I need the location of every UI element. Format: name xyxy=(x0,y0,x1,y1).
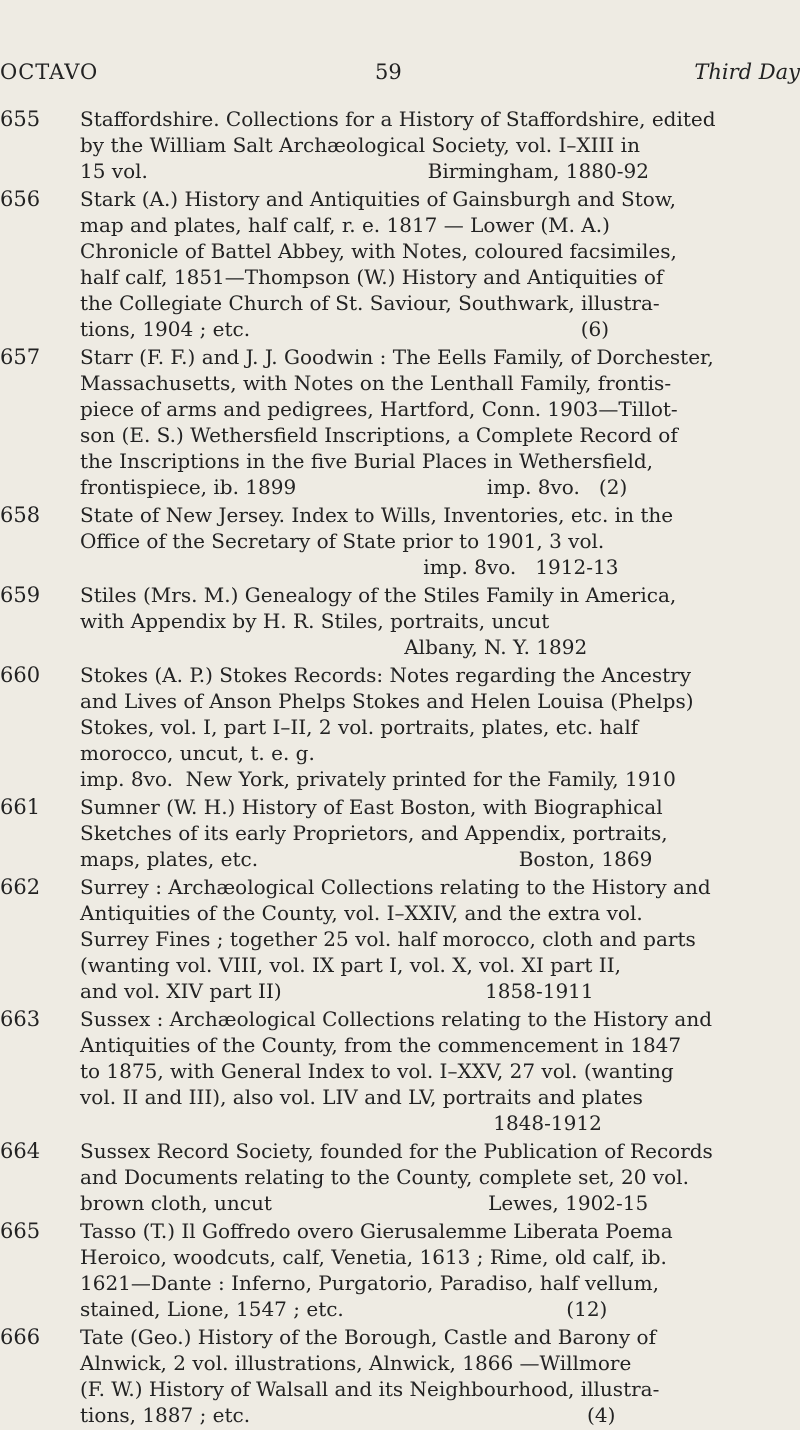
lot-description-line: Stokes, vol. I, part I–II, 2 vol. portraits, plates, etc. half xyxy=(80,715,639,739)
lot-description xyxy=(80,1138,770,1216)
lot-description-line: Albany, N. Y. 1892 xyxy=(80,635,588,659)
lot-number: 664 xyxy=(0,1139,41,1163)
lot-description-line: Surrey Fines ; together 25 vol. half morocco, cloth and parts xyxy=(80,927,696,951)
catalogue-lot xyxy=(0,344,800,500)
catalogue-lot xyxy=(0,106,800,184)
lot-description-line: Sketches of its early Proprietors, and Appendix, portraits, xyxy=(80,821,668,845)
lot-number: 666 xyxy=(0,1325,41,1349)
lot-number: 655 xyxy=(0,107,41,131)
lot-description xyxy=(80,186,770,342)
lot-description-line: half calf, 1851—Thompson (W.) History and Antiquities of xyxy=(80,265,664,289)
lot-description xyxy=(80,794,770,872)
lot-description xyxy=(80,106,770,184)
catalogue-lot xyxy=(0,794,800,872)
lot-description-line: the Inscriptions in the five Burial Places in Wethersfield, xyxy=(80,449,654,473)
lot-description-line: Massachusetts, with Notes on the Lenthall Family, frontis- xyxy=(80,371,672,395)
lot-description-line: 15 vol. Birmingham, 1880-92 xyxy=(80,159,649,183)
lot-description-line: Tate (Geo.) History of the Borough, Castle and Barony of xyxy=(80,1325,656,1349)
lot-number: 659 xyxy=(0,583,41,607)
lot-description-line: Sussex Record Society, founded for the Publication of Records xyxy=(80,1139,713,1163)
lot-number: 661 xyxy=(0,795,41,819)
lot-number: 658 xyxy=(0,503,41,527)
lot-description xyxy=(80,502,770,580)
lot-number: 660 xyxy=(0,663,41,687)
catalogue-lot xyxy=(0,1138,800,1216)
page-header xyxy=(0,60,800,100)
catalogue-lot xyxy=(0,1324,800,1428)
lot-description-line: maps, plates, etc. Boston, 1869 xyxy=(80,847,653,871)
lot-description-line: Sussex : Archæological Collections relating to the History and xyxy=(80,1007,713,1031)
lot-description-line: the Collegiate Church of St. Saviour, Southwark, illustra- xyxy=(80,291,660,315)
header-day: Third Day xyxy=(694,60,800,84)
lot-description-line: Office of the Secretary of State prior to 1901, 3 vol. xyxy=(80,529,605,553)
lot-description xyxy=(80,1324,770,1428)
lot-description xyxy=(80,582,770,660)
page-number: 59 xyxy=(375,60,402,84)
lot-description-line: Antiquities of the County, vol. I–XXIV, and the extra vol. xyxy=(80,901,643,925)
lot-description-line: 1848-1912 xyxy=(80,1111,602,1135)
lot-description-line: tions, 1887 ; etc. (4) xyxy=(80,1403,616,1427)
catalogue-lot xyxy=(0,1218,800,1322)
lot-description-line: tions, 1904 ; etc. (6) xyxy=(80,317,610,341)
lot-description xyxy=(80,1006,770,1136)
lot-description-line: State of New Jersey. Index to Wills, Inventories, etc. in the xyxy=(80,503,674,527)
lot-description-line: and Documents relating to the County, complete set, 20 vol. xyxy=(80,1165,689,1189)
lot-description-line: 1621—Dante : Inferno, Purgatorio, Paradiso, half vellum, xyxy=(80,1271,659,1295)
header-format: OCTAVO xyxy=(0,60,99,84)
lot-number: 665 xyxy=(0,1219,41,1243)
catalogue-lot xyxy=(0,662,800,792)
catalogue-lot xyxy=(0,874,800,1004)
lot-description-line: imp. 8vo. New York, privately printed for the Family, 1910 xyxy=(80,767,676,791)
catalogue-lot xyxy=(0,1006,800,1136)
catalogue-lot xyxy=(0,186,800,342)
lot-description-line: map and plates, half calf, r. e. 1817 — Lower (M. A.) xyxy=(80,213,610,237)
lot-description-line: Tasso (T.) Il Goffredo overo Gierusalemme Liberata Poema xyxy=(80,1219,673,1243)
lot-number: 662 xyxy=(0,875,41,899)
lot-number: 657 xyxy=(0,345,41,369)
lot-description-line: Staffordshire. Collections for a History of Staffordshire, edited xyxy=(80,107,716,131)
lot-description-line: and Lives of Anson Phelps Stokes and Helen Louisa (Phelps) xyxy=(80,689,694,713)
lot-description xyxy=(80,344,770,500)
lot-description-line: frontispiece, ib. 1899 imp. 8vo. (2) xyxy=(80,475,628,499)
lot-description-line: vol. II and III), also vol. LIV and LV, portraits and plates xyxy=(80,1085,643,1109)
lot-description-line: Surrey : Archæological Collections relating to the History and xyxy=(80,875,711,899)
lot-description-line: by the William Salt Archæological Society, vol. I–XIII in xyxy=(80,133,640,157)
lot-number: 656 xyxy=(0,187,41,211)
lot-description xyxy=(80,662,770,792)
lot-description-line: Alnwick, 2 vol. illustrations, Alnwick, 1866 —Willmore xyxy=(80,1351,632,1375)
catalogue-lot xyxy=(0,502,800,580)
lot-description-line: Stark (A.) History and Antiquities of Gainsburgh and Stow, xyxy=(80,187,676,211)
lot-number: 663 xyxy=(0,1007,41,1031)
lot-description-line: stained, Lione, 1547 ; etc. (12) xyxy=(80,1297,608,1321)
lot-description-line: piece of arms and pedigrees, Hartford, Conn. 1903—Tillot- xyxy=(80,397,678,421)
lot-description-line: Stokes (A. P.) Stokes Records: Notes regarding the Ancestry xyxy=(80,663,692,687)
lot-description xyxy=(80,1218,770,1322)
lot-description-line: Chronicle of Battel Abbey, with Notes, coloured facsimiles, xyxy=(80,239,677,263)
lot-description xyxy=(80,874,770,1004)
lot-description-line: brown cloth, uncut Lewes, 1902-15 xyxy=(80,1191,649,1215)
lot-description-line: imp. 8vo. 1912-13 xyxy=(80,555,619,579)
lot-description-line: Heroico, woodcuts, calf, Venetia, 1613 ; Rime, old calf, ib. xyxy=(80,1245,667,1269)
lot-description-line: (wanting vol. VIII, vol. IX part I, vol. X, vol. XI part II, xyxy=(80,953,621,977)
lot-description-line: morocco, uncut, t. e. g. xyxy=(80,741,315,765)
lot-description-line: with Appendix by H. R. Stiles, portraits, uncut xyxy=(80,609,550,633)
lot-description-line: (F. W.) History of Walsall and its Neighbourhood, illustra- xyxy=(80,1377,660,1401)
catalogue-lot xyxy=(0,582,800,660)
lot-list xyxy=(0,106,800,1430)
lot-description-line: son (E. S.) Wethersfield Inscriptions, a Complete Record of xyxy=(80,423,678,447)
lot-description-line: and vol. XIV part II) 1858-1911 xyxy=(80,979,594,1003)
lot-description-line: to 1875, with General Index to vol. I–XXV, 27 vol. (wanting xyxy=(80,1059,674,1083)
lot-description-line: Sumner (W. H.) History of East Boston, with Biographical xyxy=(80,795,663,819)
lot-description-line: Stiles (Mrs. M.) Genealogy of the Stiles Family in America, xyxy=(80,583,677,607)
lot-description-line: Starr (F. F.) and J. J. Goodwin : The Eells Family, of Dorchester, xyxy=(80,345,714,369)
lot-description-line: Antiquities of the County, from the commencement in 1847 xyxy=(80,1033,682,1057)
